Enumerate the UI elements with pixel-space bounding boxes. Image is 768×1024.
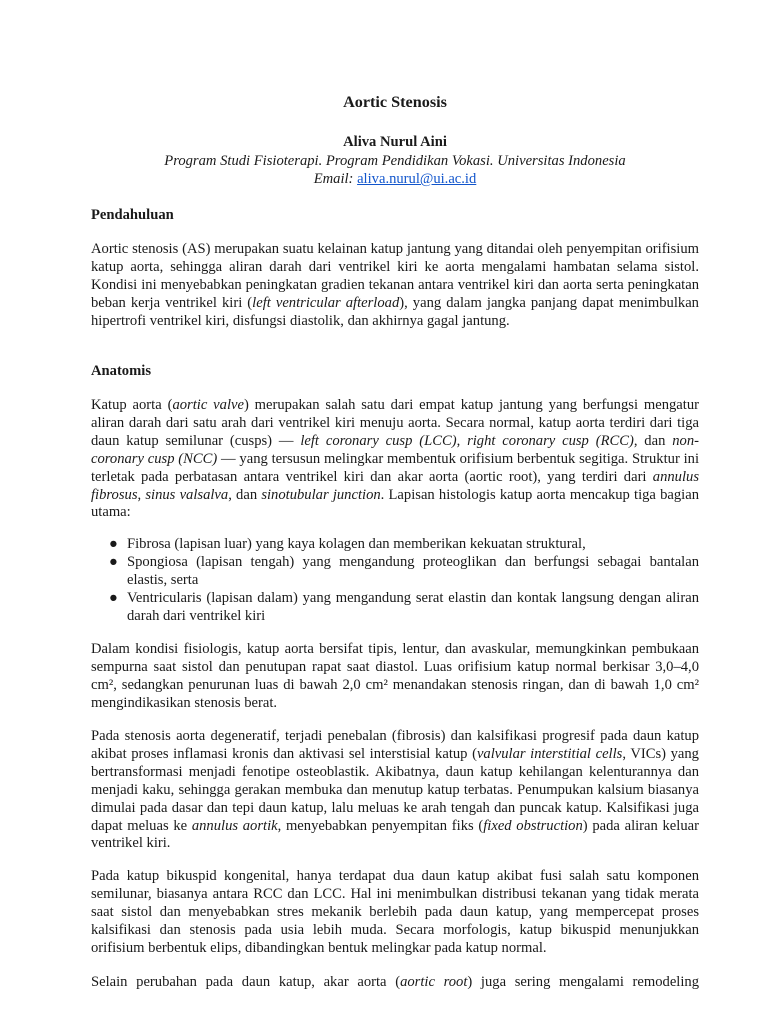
section-heading-anatomy: Anatomis (91, 363, 151, 379)
section-heading-intro: Pendahuluan (91, 207, 174, 223)
text-run: , (137, 486, 146, 503)
list-item (91, 536, 699, 554)
paragraph-anatomy-5 (91, 974, 699, 992)
email-line (91, 171, 699, 189)
author-name: Aliva Nurul Aini (343, 134, 447, 150)
email-label: Email: (313, 171, 354, 187)
text-run: Aortic stenosis (AS) merupakan suatu kelainan katup jantung yang ditandai oleh penyempitan orifisium katup aorta, sehingga aliran darah dari ventrikel kiri ke aorta mengalami hambatan selama sistol. Kondisi ini menyebabkan peningkatan gradien tekanan antara ventrikel kiri dan aorta serta peningkatan beban kerja ventrikel kiri ( (91, 241, 699, 311)
paragraph-intro (91, 241, 699, 331)
italic-run: aortic valve (172, 397, 244, 413)
italic-run: fixed obstruction (483, 817, 583, 834)
italic-run: aortic root (400, 974, 468, 990)
document-title: Aortic Stenosis (343, 93, 447, 111)
italic-run: right coronary cusp (RCC) (467, 432, 634, 449)
list-item-text: Spongiosa (lapisan tengah) yang mengandung proteoglikan dan berfungsi sebagai bantalan elastis, serta (127, 553, 699, 588)
bullet-icon: ● (109, 589, 118, 606)
italic-run: non-coronary cusp (NCC) (91, 432, 699, 467)
text-run: ) merupakan salah satu dari empat katup jantung yang berfungsi mengatur aliran darah dari satu arah dari ventrikel kiri menuju aorta. Secara normal, katup aorta terdiri dari tiga daun katup semilunar (cusps) — (91, 397, 699, 449)
paragraph-anatomy-3 (91, 728, 699, 853)
paragraph-anatomy-2: Dalam kondisi fisiologis, katup aorta bersifat tipis, lentur, dan avaskular, memungkinkan pembukaan sempurna saat sistol dan penutupan rapat saat diastol. Luas orifisium katup normal berkisar 3,0–4,0 cm², sedangkan penurunan luas di bawah 2,0 cm² menandakan stenosis ringan, dan di bawah 1,0 cm² mengindikasikan stenosis berat. (91, 641, 699, 711)
text-run: , dan (633, 432, 673, 449)
email-link[interactable]: aliva.nurul@ui.ac.id (357, 171, 477, 187)
italic-run: annulus aortik (191, 817, 278, 834)
italic-run: sinotubular junction (261, 486, 381, 503)
paragraph-anatomy-4: Pada katup bikuspid kongenital, hanya terdapat dua daun katup akibat fusi salah satu komponen semilunar, biasanya antara RCC dan LCC. Hal ini menimbulkan distribusi tekanan yang tidak merata saat sistol dan menyebabkan stres mekanik berlebih pada daun katup, yang mempercepat proses kalsifikasi dan stenosis pada usia lebih muda. Secara morfologis, katup bikuspid menunjukkan orifisium berbentuk elips, dibandingkan bentuk melingkar pada katup normal. (91, 868, 699, 956)
text-run: , VICs) yang bertransformasi menjadi fenotipe osteoblastik. Akibatnya, daun katup kehilangan kelenturannya dan menjadi kaku, sehingga gerakan membuka dan menutup katup terbatas. Penumpukan kalsium biasanya dimulai pada dasar dan tepi daun katup, lalu meluas ke arah tengah dan puncak katup. Kalsifikasi juga dapat meluas ke (91, 745, 699, 834)
italic-run: left ventricular afterload (252, 294, 400, 311)
text-run: ) pada aliran keluar ventrikel kiri. (91, 817, 699, 852)
italic-run: sinus valsalva (145, 486, 229, 503)
text-run: — yang tersusun melingkar membentuk orifisium berbentuk segitiga. Struktur ini terletak pada perbatasan antara ventrikel kiri dan akar aorta (aortic root), yang terdiri dari (91, 450, 700, 485)
text-run: ), yang dalam jangka panjang dapat menimbulkan hipertrofi ventrikel kiri, disfungsi diastolik, dan akhirnya gagal jantung. (91, 294, 699, 329)
text-run: Pada stenosis aorta degeneratif, terjadi penebalan (fibrosis) dan kalsifikasi progresif pada daun katup akibat proses inflamasi kronis dan aktivasi sel interstisial katup ( (91, 728, 699, 762)
list-item (91, 590, 699, 626)
text-run: , menyebabkan penyempitan fiks ( (277, 817, 484, 834)
bullet-icon: ● (109, 536, 118, 552)
bullet-icon: ● (109, 553, 118, 570)
text-run: Katup aorta ( (91, 397, 173, 413)
list-item-text: Fibrosa (lapisan luar) yang kaya kolagen dan memberikan kekuatan struktural, (127, 536, 586, 552)
italic-run: valvular interstitial cells (476, 745, 623, 762)
list-item-text: Ventricularis (lapisan dalam) yang mengandung serat elastin dan kontak langsung dengan aliran darah dari ventrikel kiri (127, 589, 699, 624)
italic-run: left coronary cusp (LCC) (300, 432, 457, 449)
text-run: . Lapisan histologis katup aorta mencakup tiga bagian utama: (91, 486, 700, 521)
paragraph-anatomy-1 (91, 397, 699, 522)
author-affiliation: Program Studi Fisioterapi. Program Pendidikan Vokasi. Universitas Indonesia (164, 153, 626, 169)
list-item (91, 554, 699, 590)
text-run: , (456, 432, 468, 449)
text-run: Selain perubahan pada daun katup, akar aorta ( (91, 974, 401, 990)
histology-layer-list (91, 536, 699, 626)
text-run: , dan (228, 486, 262, 503)
text-run: ) juga sering mengalami remodeling (467, 974, 700, 990)
italic-run: annulus fibrosus (91, 468, 699, 503)
